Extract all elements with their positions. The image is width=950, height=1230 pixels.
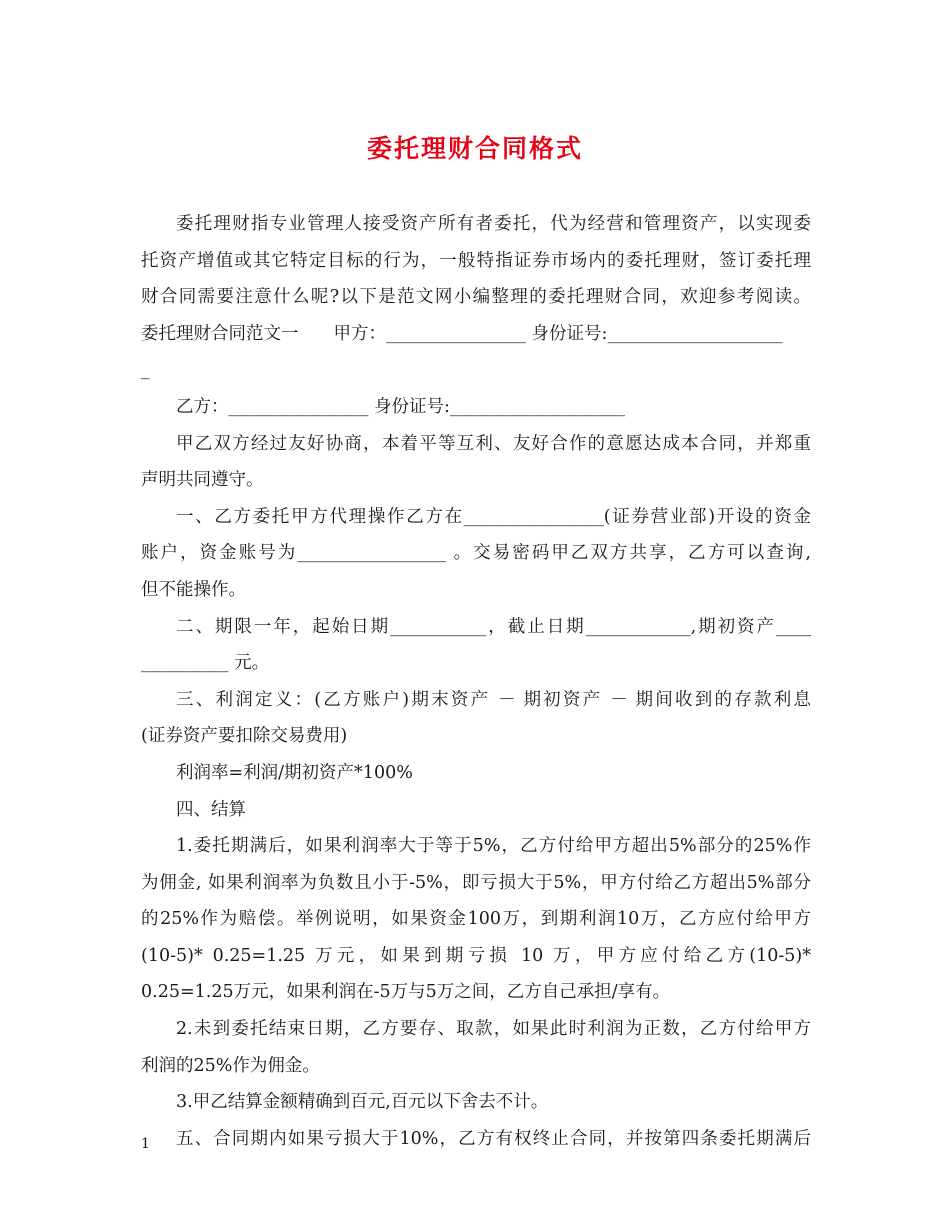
paragraph-line: 利润率=利润/期初资产*100% <box>176 762 413 783</box>
paragraph-line: (证券资产要扣除交易费用) <box>141 726 348 747</box>
section-heading: 四、结算 <box>176 799 246 820</box>
paragraph-line: __________ 元。 <box>141 653 270 674</box>
document-title: 委托理财合同格式 <box>366 134 583 163</box>
paragraph-line: (10-5)* 0.25=1.25 万元，如果到期亏损 10 万，甲方应付给乙方(10-5)* <box>141 945 811 966</box>
page-number: 1 <box>141 1136 150 1152</box>
paragraph-line: 3.甲乙结算金额精确到百元,百元以下舍去不计。 <box>176 1092 549 1113</box>
paragraph-line: 的25%作为赔偿。举例说明，如果资金100万，到期利润10万，乙方应付给甲方 <box>141 909 811 930</box>
paragraph-line: 但不能操作。 <box>141 579 246 600</box>
paragraph-line: 一、乙方委托甲方代理操作乙方在________________(证券营业部)开设的资金 <box>176 506 811 527</box>
paragraph-line: 利润的25%作为佣金。 <box>141 1055 320 1076</box>
paragraph-line: 声明共同遵守。 <box>141 470 264 491</box>
paragraph-line: 甲乙双方经过友好协商，本着平等互利、友好合作的意愿达成本合同，并郑重 <box>176 433 811 454</box>
paragraph-line: 三、利润定义：(乙方账户)期末资产 － 期初资产 － 期间收到的存款利息 <box>176 689 811 710</box>
paragraph-line: 委托理财合同范文一 甲方：________________ 身份证号:____________________ <box>141 323 783 344</box>
paragraph-line: _ <box>141 360 150 381</box>
paragraph-line: 托资产增值或其它特定目标的行为，一般特指证券市场内的委托理财，签订委托理 <box>141 250 811 271</box>
paragraph-line: 委托理财指专业管理人接受资产所有者委托，代为经营和管理资产，以实现委 <box>176 214 811 234</box>
paragraph-line: 乙方：________________ 身份证号:____________________ <box>176 396 625 417</box>
paragraph-line: 账户，资金账号为_________________ 。交易密码甲乙双方共享，乙方可以查询, <box>141 543 811 564</box>
paragraph-line: 1.委托期满后，如果利润率大于等于5%，乙方付给甲方超出5%部分的25%作 <box>176 836 811 857</box>
paragraph-line: 为佣金, 如果利润率为负数且小于-5%，即亏损大于5%，甲方付给乙方超出5%部分 <box>141 872 811 893</box>
document-body <box>141 206 811 1157</box>
paragraph-line: 2.未到委托结束日期，乙方要存、取款，如果此时利润为正数，乙方付给甲方 <box>176 1019 811 1040</box>
paragraph-line: 0.25=1.25万元，如果利润在-5万与5万之间，乙方自己承担/享有。 <box>141 982 671 1003</box>
paragraph-line: 五、合同期内如果亏损大于10%，乙方有权终止合同，并按第四条委托期满后 <box>176 1128 811 1149</box>
paragraph-line: 二、期限一年，起始日期___________，截止日期____________,期初资产____ <box>176 616 811 637</box>
paragraph-line: 财合同需要注意什么呢?以下是范文网小编整理的委托理财合同，欢迎参考阅读。 <box>141 287 811 308</box>
